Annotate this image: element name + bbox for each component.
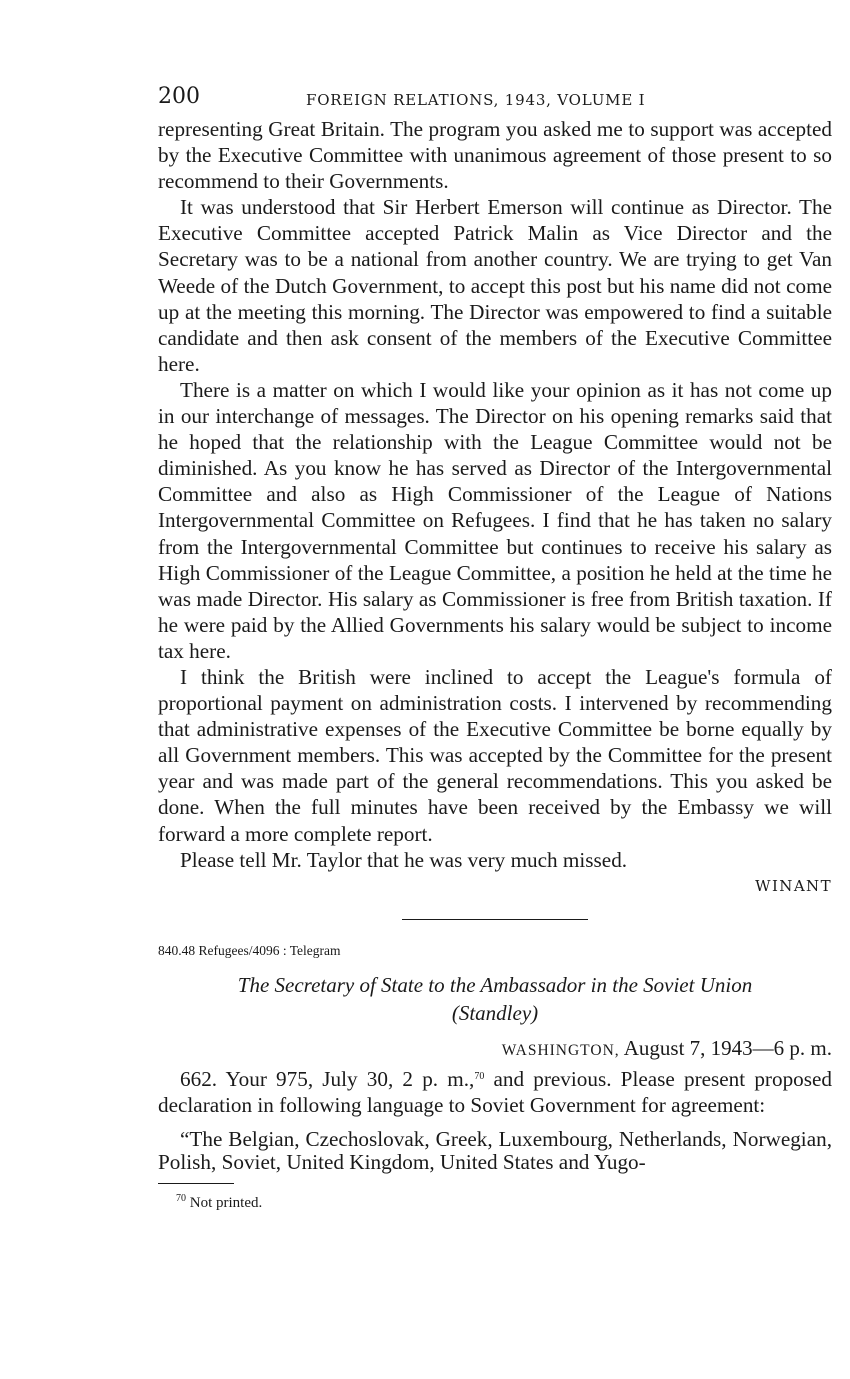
header-title: FOREIGN RELATIONS, 1943, VOLUME I bbox=[306, 91, 646, 109]
letter-paragraph-4: I think the British were inclined to accept the League's formula of proportional payment on administration costs. I intervened by recommending that administrative expenses of the Executive Committee be borne equally by all Government members. This was accepted by the Committee for the present year and was made part of the general recommendations. This you asked be done. When the full minutes have been received by the Embassy we will forward a more complete report. bbox=[158, 664, 832, 846]
footnote-number: 70 bbox=[176, 1192, 186, 1204]
footnote-reference: 70 bbox=[474, 1070, 485, 1082]
footnote-divider bbox=[158, 1183, 234, 1184]
telegram-text-start: 662. Your 975, July 30, 2 p. m., bbox=[180, 1066, 475, 1091]
dateline-date: August 7, 1943—6 p. m. bbox=[623, 1035, 832, 1060]
running-head bbox=[158, 84, 832, 116]
signature: WINANT bbox=[755, 876, 832, 895]
letter-paragraph-3: There is a matter on which I would like your opinion as it has not come up in our interchange of messages. The Director on his opening remarks said that he hoped that the relationship with the League Committee would not be diminished. As you know he has served as Director of the Intergovernmental Committee and also as High Commissioner of the League of Nations Intergovernmental Committee on Refugees. I find that he has taken no salary from the Intergovernmental Committee but continues to receive his salary as High Commissioner of the League Committee, a position he held at the time he was made Director. His salary as Commissioner is free from British taxation. If he were paid by the Allied Governments his salary would be subject to income tax here. bbox=[158, 377, 832, 663]
letter-paragraph-2: It was understood that Sir Herbert Emerson will continue as Director. The Executive Committee accepted Patrick Malin as Vice Director and the Secretary was to be a national from another country. We are trying to get Van Weede of the Dutch Government, to accept this post but his name did not come up at the meeting this morning. The Director was empowered to find a suitable candidate and then ask consent of the members of the Executive Committee here. bbox=[158, 195, 832, 376]
section-divider bbox=[402, 919, 588, 920]
letter-paragraph-5: Please tell Mr. Taylor that he was very much missed. bbox=[180, 847, 628, 872]
dateline bbox=[158, 1036, 832, 1066]
letter-body bbox=[158, 116, 832, 873]
letter-paragraph-1: representing Great Britain. The program you asked me to support was accepted by the Executive Committee with unanimous agreement of those present to so recommend to their Governments. bbox=[158, 117, 832, 194]
document-heading bbox=[158, 971, 832, 1027]
footnote bbox=[158, 1192, 832, 1212]
document-page bbox=[158, 84, 832, 1212]
file-number: 840.48 Refugees/4096 : Telegram bbox=[158, 942, 341, 958]
telegram-text-end: and previous. Please present proposed declaration in following language to Soviet Government for agreement: bbox=[158, 1066, 833, 1117]
heading-line-1: The Secretary of State to the Ambassador in the Soviet Union bbox=[237, 972, 753, 997]
quoted-declaration: “The Belgian, Czechoslovak, Greek, Luxembourg, Netherlands, Norwegian, Polish, Soviet, United Kingdom, United States and Yugo- bbox=[158, 1126, 832, 1175]
page-number: 200 bbox=[158, 84, 200, 109]
heading-line-2: (Standley) bbox=[451, 1000, 539, 1025]
dateline-place: WASHINGTON, bbox=[501, 1041, 620, 1059]
telegram-body bbox=[158, 1066, 832, 1118]
telegram-paragraph-1 bbox=[158, 1066, 832, 1118]
footnote-text: Not printed. bbox=[189, 1194, 263, 1211]
